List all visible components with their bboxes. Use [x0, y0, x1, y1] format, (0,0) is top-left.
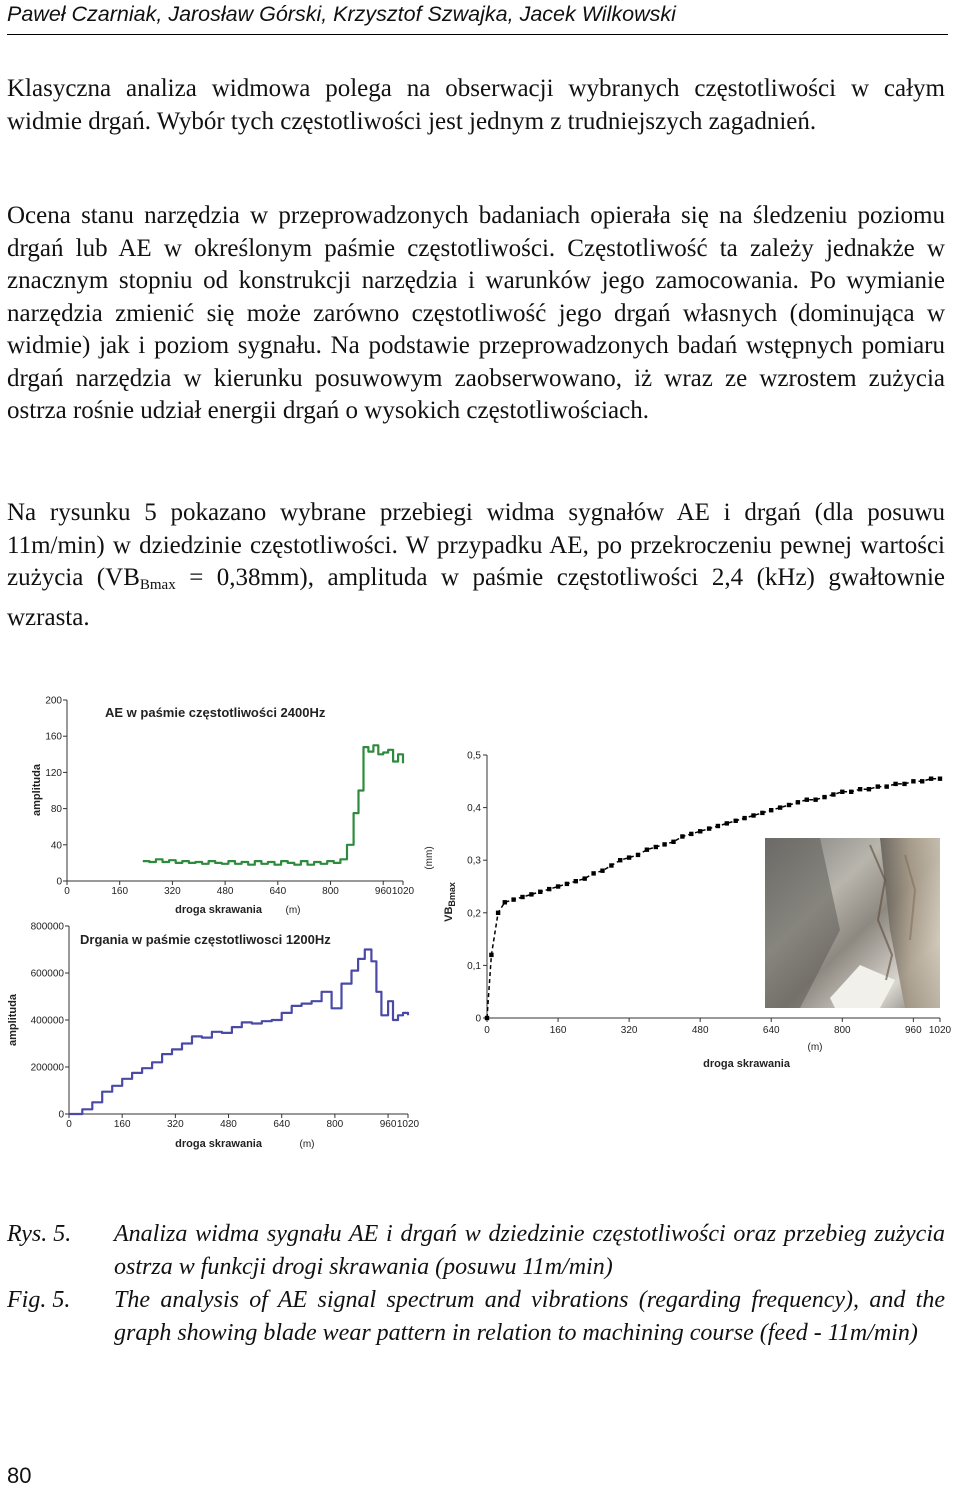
vibration-x-tick-label: 320 [167, 1119, 184, 1130]
wear-y-tick-label: 0 [475, 1013, 481, 1025]
wear-data-point [618, 858, 622, 862]
wear-data-point [858, 787, 862, 791]
caption-en-text: The analysis of AE signal spectrum and vibrations (regarding frequency), and the graph showing blade wear pattern in relation to machining course (feed - 11m/min) [114, 1287, 945, 1346]
wear-y-tick-label: 0,3 [467, 855, 481, 867]
ae-x-tick-label: 960 [374, 886, 392, 897]
wear-yunit: (mm) [424, 846, 435, 870]
paragraph-3-subscript: Bmax [139, 577, 176, 593]
vibration-chart-title: Drgania w paśmie częstotliwosci 1200Hz [80, 932, 331, 947]
ae-x-tick-label: 640 [269, 886, 287, 897]
wear-data-point [698, 829, 702, 833]
ae-x-tick-label: 800 [322, 886, 339, 897]
ae-ylabel: amplituda [31, 764, 43, 816]
wear-data-point [662, 842, 666, 846]
ae-xlabel: droga skrawania [175, 904, 262, 916]
paragraph-3 [7, 497, 945, 634]
ae-chart-title: AE w paśmie częstotliwości 2400Hz [105, 705, 326, 720]
wear-x-tick-label: 960 [905, 1025, 922, 1036]
wear-data-point [938, 777, 942, 781]
wear-data-point [911, 779, 915, 783]
wear-data-point [574, 879, 578, 883]
wear-data-point [680, 834, 684, 838]
wear-data-point [734, 819, 738, 823]
wear-data-point [609, 863, 613, 867]
ae-chart [31, 696, 415, 917]
wear-data-point [751, 813, 755, 817]
worn-blade-photo [765, 838, 940, 1008]
ae-y-tick-label: 40 [50, 840, 62, 852]
vibration-y-tick-label: 0 [58, 1109, 64, 1121]
wear-data-point [529, 892, 533, 896]
ae-y-axis-label [31, 763, 43, 816]
caption-pl-label: Rys. 5. [7, 1221, 72, 1247]
vibration-x-tick-label: 960 [379, 1119, 397, 1130]
wear-data-point [742, 816, 746, 820]
wear-ylabel: VB [443, 906, 455, 922]
wear-data-point [885, 784, 889, 788]
ae-y-tick-label: 0 [56, 876, 62, 888]
wear-data-point [725, 821, 729, 825]
wear-data-point [867, 787, 871, 791]
wear-data-point [813, 798, 817, 802]
running-header-authors: Paweł Czarniak, Jarosław Górski, Krzysztof Szwajka, Jacek Wilkowski [7, 2, 676, 26]
vibration-chart [7, 922, 420, 1151]
ae-xunit: (m) [285, 905, 301, 916]
wear-data-point [893, 782, 897, 786]
figure-5 [0, 680, 960, 1180]
ae-x-tick-label: 1020 [391, 886, 415, 897]
wear-data-point [485, 1016, 489, 1020]
vibration-y-axis-label [7, 993, 19, 1046]
paragraph-3-part-b: = 0,38mm), amplituda w paśmie częstotliwości 2,4 (kHz) gwałtownie wzrasta. [7, 564, 945, 631]
wear-data-point [496, 911, 500, 915]
wear-data-point [503, 900, 507, 904]
ae-x-tick-label: 320 [164, 886, 181, 897]
ae-x-axis-title [175, 904, 300, 916]
wear-data-point [876, 784, 880, 788]
wear-data-point [822, 795, 826, 799]
wear-x-tick-label: 0 [484, 1025, 490, 1036]
vibration-series-line [69, 950, 408, 1115]
vibration-xunit: (m) [299, 1139, 315, 1150]
ae-x-tick-label: 160 [111, 886, 129, 897]
wear-data-point [627, 855, 631, 859]
wear-data-point [538, 890, 542, 894]
paragraph-1: Klasyczna analiza widmowa polega na obserwacji wybranych częstotliwości w całym widmie drgań. Wybór tych częstotliwości jest jednym z trudniejszych zagadnień. [7, 75, 945, 135]
wear-x-tick-label: 1020 [928, 1025, 952, 1036]
wear-data-point [654, 845, 658, 849]
paragraph-3-part-a: Na rysunku 5 pokazano wybrane przebiegi widma sygnałów AE i drgań (dla posuwu 11m/min) w dziedzinie częstotliwości. W przypadku AE, po przekroczeniu pewnej wartości zużycia (VB [7, 499, 945, 591]
vibration-y-tick-label: 200000 [30, 1062, 64, 1074]
wear-data-point [565, 882, 569, 886]
wear-data-point [489, 953, 493, 957]
ae-y-tick-label: 160 [45, 731, 62, 743]
wear-y-tick-label: 0,5 [467, 750, 481, 762]
wear-data-point [716, 824, 720, 828]
ae-y-tick-label: 200 [45, 695, 62, 707]
vibration-x-tick-label: 160 [113, 1119, 131, 1130]
wear-data-point [520, 895, 524, 899]
wear-y-tick-label: 0,1 [467, 960, 481, 972]
vibration-y-tick-label: 400000 [30, 1015, 64, 1027]
wear-data-point [769, 808, 773, 812]
wear-data-point [840, 790, 844, 794]
caption-en-label: Fig. 5. [7, 1287, 71, 1313]
wear-y-tick-label: 0,4 [467, 803, 481, 815]
wear-xlabel: droga skrawania [703, 1058, 790, 1070]
vibration-y-tick-label: 800000 [30, 921, 64, 933]
page-number: 80 [7, 1463, 32, 1488]
wear-data-point [636, 853, 640, 857]
wear-ylabel-sub: Bmax [447, 882, 457, 907]
wear-data-point [689, 832, 693, 836]
ae-x-tick-label: 480 [216, 886, 234, 897]
wear-data-point [511, 897, 515, 901]
wear-data-point [849, 790, 853, 794]
vibration-y-tick-label: 600000 [30, 968, 64, 980]
wear-x-tick-label: 800 [833, 1025, 851, 1036]
wear-data-point [787, 803, 791, 807]
wear-x-axis-title [703, 1042, 822, 1070]
wear-y-axis-label [424, 846, 457, 922]
vibration-x-tick-label: 0 [66, 1119, 72, 1130]
wear-data-point [796, 800, 800, 804]
paragraph-2: Ocena stanu narzędzia w przeprowadzonych badaniach opierała się na śledzeniu poziomu drgań lub AE w określonym paśmie częstotliwości. Częstotliwość ta zależy jednakże w znacznym stopniu od konstrukcji narzędzia i warunków jego zamocowania. Po wymianie narzędzia zmienić się może zarówno częstotliwość jego drgań własnych (dominująca w widmie) jak i poziom sygnału. Na podstawie przeprowadzonych badań wstępnych pomiaru drgań narzędzia w kierunku posuwowym zaobserwowano, iż wraz ze wzrostem zużycia ostrza rośnie udział energii drgań o wysokich częstotliwościach. [7, 202, 945, 424]
wear-chart [424, 751, 952, 1071]
wear-data-point [591, 871, 595, 875]
wear-data-point [805, 798, 809, 802]
wear-data-point [760, 811, 764, 815]
ae-y-tick-label: 120 [45, 767, 62, 779]
wear-data-point [600, 869, 604, 873]
wear-y-tick-label: 0,2 [467, 908, 481, 920]
header-rule [7, 34, 948, 35]
wear-data-point [920, 779, 924, 783]
wear-data-point [707, 826, 711, 830]
wear-data-point [583, 876, 587, 880]
ae-series-line [143, 745, 403, 864]
vibration-ylabel: amplituda [7, 994, 19, 1046]
vibration-x-axis-title [175, 1138, 314, 1150]
caption-pl [7, 1218, 945, 1283]
caption-en [7, 1284, 945, 1382]
wear-data-point [547, 887, 551, 891]
wear-data-point [902, 782, 906, 786]
wear-data-point [778, 805, 782, 809]
vibration-x-tick-label: 640 [273, 1119, 291, 1130]
vibration-x-tick-label: 1020 [396, 1119, 420, 1130]
vibration-x-tick-label: 800 [326, 1119, 344, 1130]
vibration-x-tick-label: 480 [220, 1119, 237, 1130]
wear-data-point [831, 792, 835, 796]
wear-x-tick-label: 160 [549, 1025, 567, 1036]
wear-data-point [929, 777, 933, 781]
caption-pl-text: Analiza widma sygnału AE i drgań w dziedzinie częstotliwości oraz przebieg zużycia ostrza w funkcji drogi skrawania (posuwu 11m/min) [114, 1221, 945, 1280]
svg-text:VBBmax [443, 882, 457, 922]
wear-x-tick-label: 480 [691, 1025, 709, 1036]
ae-y-tick-label: 80 [50, 804, 62, 816]
vibration-axes [31, 922, 420, 1131]
vibration-xlabel: droga skrawania [175, 1138, 262, 1150]
wear-x-tick-label: 640 [762, 1025, 780, 1036]
wear-data-point [556, 884, 560, 888]
wear-data-point [671, 840, 675, 844]
wear-x-tick-label: 320 [620, 1025, 638, 1036]
wear-xunit: (m) [807, 1042, 823, 1053]
ae-x-tick-label: 0 [64, 886, 70, 897]
wear-data-point [645, 848, 649, 852]
